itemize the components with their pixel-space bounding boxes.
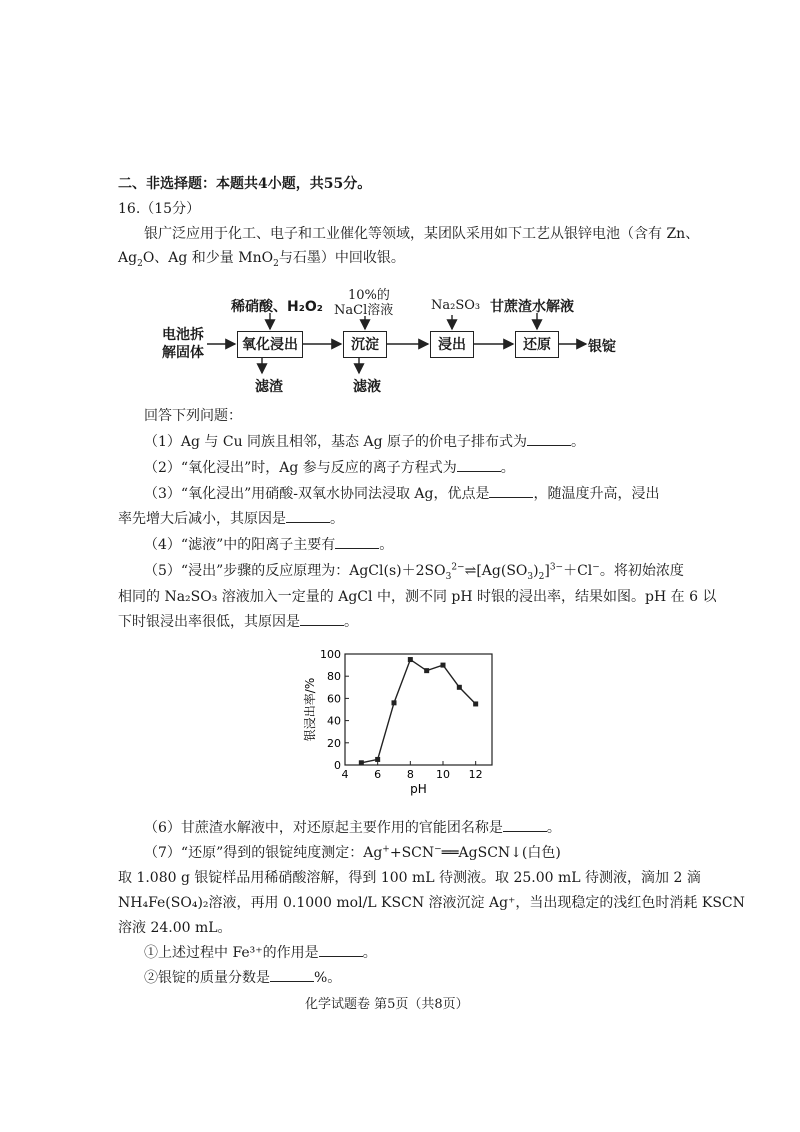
product-silver-ingot: 银锭 (588, 339, 616, 355)
question-7-line-3: NH₄Fe(SO₄)₂溶液，再用 0.1000 mol/L KSCN 溶液沉淀 Ag⁺，当出现稳定的浅红色时消耗 KSCN (118, 895, 745, 911)
x-tick-label: 12 (468, 768, 483, 781)
data-point (424, 668, 429, 673)
intro-line-2: $Ag_2O$、Ag 和少量 MnO$_2$与石墨）中回收银。 (118, 250, 405, 269)
x-tick-label: 4 (341, 768, 349, 781)
data-point (375, 757, 380, 762)
questions-prompt: 回答下列问题： (144, 408, 242, 424)
reagent-na2so3: Na₂SO₃ (431, 298, 481, 313)
question-5-line-3: 下时银浸出率很低，其原因是 。 (118, 614, 358, 630)
chart-x-axis-label: pH (410, 782, 427, 796)
sub-question-2: ②银锭的质量分数是 %。 (144, 970, 342, 986)
step-precipitation: 沉淀 (343, 331, 387, 358)
y-tick-label: 0 (334, 759, 341, 772)
question-2: （2）“氧化浸出”时，Ag 参与反应的离子方程式为 。 (144, 460, 515, 476)
sub-question-1: ①上述过程中 Fe³⁺的作用是 。 (144, 945, 377, 961)
step-oxidative-leaching: 氧化浸出 (237, 331, 303, 358)
data-point (441, 663, 446, 668)
question-3-cont: 率先增大后减小，其原因是 。 (118, 511, 344, 527)
chart-frame (345, 654, 492, 765)
question-5-line-2: 相同的 Na₂SO₃ 溶液加入一定量的 AgCl 中，测不同 pH 时银的浸出率，结果如图。pH 在 6 以 (118, 589, 717, 605)
question-7: （7）“还原”得到的银锭纯度测定：Ag++SCN−══AgSCN↓(白色) (144, 844, 561, 861)
data-point (457, 685, 462, 690)
x-tick-label: 8 (406, 768, 414, 781)
y-tick-label: 20 (327, 736, 341, 750)
reagent-bagasse: 甘蔗渣水解液 (490, 299, 574, 315)
question-1: （1）Ag 与 Cu 同族且相邻，基态 Ag 原子的价电子排布式为 。 (144, 434, 586, 450)
data-point (408, 657, 413, 662)
output-residue: 滤渣 (255, 379, 283, 395)
x-tick-label: 6 (374, 768, 382, 781)
series-line (361, 660, 475, 763)
question-4: （4）“滤液”中的阳离子主要有 。 (144, 537, 394, 553)
section-heading: 二、非选择题：本题共4小题，共55分。 (118, 176, 372, 192)
y-tick-label: 100 (320, 648, 341, 661)
y-tick-label: 40 (327, 714, 341, 728)
x-tick-label: 10 (436, 768, 450, 781)
question-3: （3）“氧化浸出”用硝酸-双氧水协同法浸取 Ag，优点是 ，随温度升高，浸出 (144, 486, 660, 502)
data-point (392, 700, 397, 705)
data-point (359, 760, 364, 765)
question-number: 16.（15分） (118, 201, 201, 217)
step-reduction: 还原 (515, 331, 559, 358)
source-line-2: 解固体 (162, 345, 204, 361)
output-filtrate: 滤液 (353, 379, 381, 395)
source-line-1: 电池拆 (162, 327, 204, 343)
question-6: （6）甘蔗渣水解液中，对还原起主要作用的官能团名称是 。 (144, 820, 561, 836)
step-leaching: 浸出 (430, 331, 474, 358)
page-footer: 化学试题卷 第5页（共8页） (305, 997, 469, 1012)
reagent-nitric-peroxide: 稀硝酸、H₂O₂ (231, 299, 323, 315)
y-tick-label: 80 (327, 670, 341, 684)
question-7-line-4: 溶液 24.00 mL。 (118, 920, 232, 936)
leaching-rate-chart (300, 640, 540, 800)
data-point (473, 701, 478, 706)
question-5: （5）“浸出”步骤的反应原理为：$AgCl(s)+2SO_3^{2-}\rightleftharpoons[Ag(SO_3)_2]^{3-}+Cl^-$。将初始浓度 (144, 562, 684, 582)
chart-y-axis-label: 银浸出率/% (303, 677, 317, 742)
reagent-nacl-line2: NaCl溶液 (334, 303, 394, 318)
question-7-line-2: 取 1.080 g 银锭样品用稀硝酸溶解，得到 100 mL 待测液。取 25.00 mL 待测液，滴加 2 滴 (118, 870, 701, 886)
reagent-nacl-line1: 10%的 (348, 288, 390, 303)
flowchart-arrows (0, 0, 800, 400)
reversible-arrow: ⇌ (464, 563, 477, 579)
intro-line-1: 银广泛应用于化工、电子和工业催化等领域，某团队采用如下工艺从银锌电池（含有 Zn、 (144, 226, 700, 242)
y-tick-label: 60 (327, 692, 341, 706)
